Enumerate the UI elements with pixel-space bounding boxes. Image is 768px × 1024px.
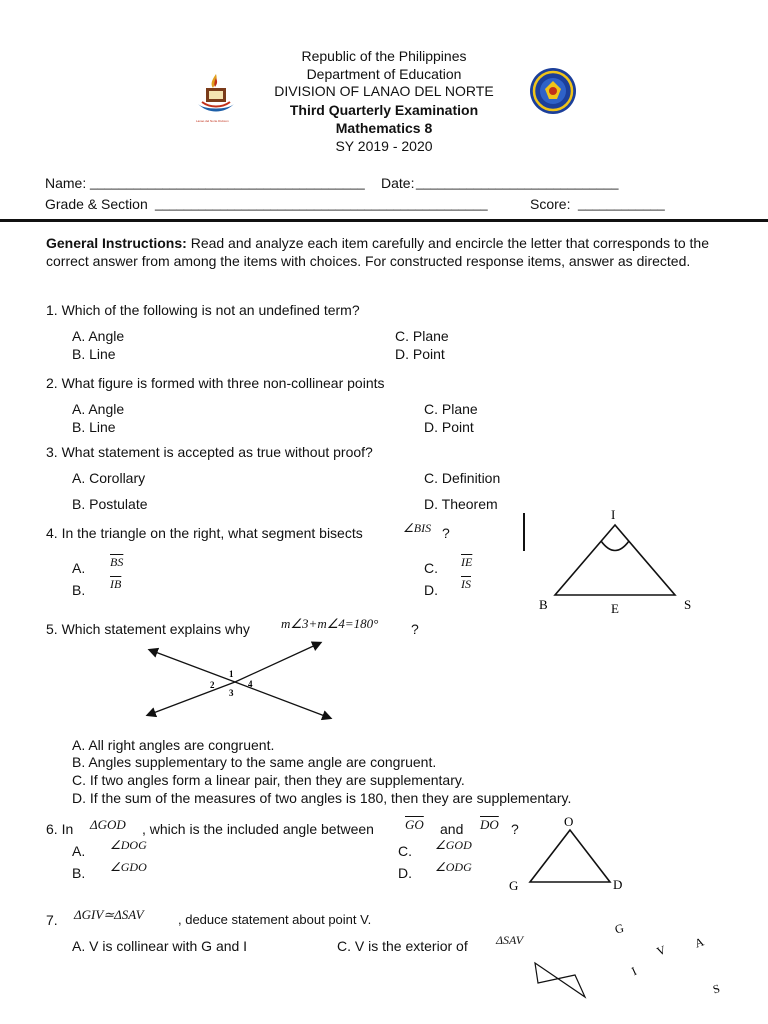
instructions-heading: General Instructions: bbox=[46, 235, 187, 251]
q4-question-mark: ? bbox=[442, 525, 450, 541]
q5-label-3: 3 bbox=[229, 688, 234, 698]
score-line[interactable]: ____________ bbox=[578, 196, 665, 211]
q5-intersecting-lines-figure bbox=[140, 640, 340, 722]
q6-choice-c-letter[interactable]: C. bbox=[398, 843, 412, 859]
q4-stem: 4. In the triangle on the right, what segment bisects bbox=[46, 525, 363, 541]
q5-choice-b[interactable]: B. Angles supplementary to the same angle are congruent. bbox=[72, 754, 437, 770]
q6-choice-b[interactable]: ∠GDO bbox=[110, 860, 147, 874]
q4-label-s: S bbox=[684, 597, 692, 612]
q4-choice-c-letter[interactable]: C. bbox=[424, 560, 438, 576]
q6-label-g: G bbox=[509, 878, 519, 893]
q4-angle-bis: ∠BIS bbox=[403, 521, 432, 535]
header-division: DIVISION OF LANAO DEL NORTE bbox=[274, 83, 494, 99]
date-line[interactable]: ____________________________ bbox=[416, 175, 619, 190]
q7-number: 7. bbox=[46, 912, 58, 928]
q6-choice-a[interactable]: ∠DOG bbox=[110, 838, 147, 852]
exam-title: Third Quarterly Examination bbox=[289, 102, 479, 118]
q5-choice-c[interactable]: C. If two angles form a linear pair, then they are supplementary. bbox=[72, 772, 465, 788]
name-line[interactable]: ______________________________________ bbox=[90, 175, 365, 190]
q4-choice-c-segment[interactable]: $\overline{IE}$ bbox=[461, 555, 473, 569]
q7-label-a: A bbox=[692, 934, 706, 951]
grade-section-label: Grade & Section bbox=[45, 196, 148, 212]
school-year: SY 2019 - 2020 bbox=[335, 138, 433, 154]
q5-choice-a[interactable]: A. All right angles are congruent. bbox=[72, 737, 275, 753]
q5-line-2b bbox=[148, 682, 235, 715]
instructions-text: Read and analyze each item carefully and encircle the letter that corresponds to the correct answer from among the items with choices. For constructed response items, answer as directed. bbox=[46, 235, 710, 269]
q6-segment-do: $\overline{DO}$ bbox=[480, 817, 499, 832]
q7-label-s: S bbox=[711, 981, 722, 997]
q6-choice-a-letter[interactable]: A. bbox=[72, 843, 86, 859]
q5-label-4: 4 bbox=[248, 679, 253, 689]
q3-stem: 3. What statement is accepted as true without proof? bbox=[46, 444, 373, 460]
header-department: Department of Education bbox=[306, 66, 462, 82]
q5-line-2 bbox=[235, 643, 320, 682]
q6-choice-b-letter[interactable]: B. bbox=[72, 865, 86, 881]
q5-label-2: 2 bbox=[210, 680, 215, 690]
q6-label-d: D bbox=[613, 877, 623, 892]
q6-triangle-god: ΔGOD bbox=[90, 817, 126, 832]
q5-choice-d[interactable]: D. If the sum of the measures of two angles is 180, then they are supplementary. bbox=[72, 790, 572, 806]
q6-choice-d-letter[interactable]: D. bbox=[398, 865, 412, 881]
q4-label-i: I bbox=[611, 507, 616, 522]
q3-choice-b[interactable]: B. Postulate bbox=[72, 496, 148, 512]
q4-choice-a-segment[interactable]: $\overline{BS}$ bbox=[110, 555, 124, 569]
q4-choice-d-letter[interactable]: D. bbox=[424, 582, 438, 598]
q7-stem: , deduce statement about point V. bbox=[178, 912, 372, 927]
q6-choice-c[interactable]: ∠GOD bbox=[435, 838, 472, 852]
q5-label-1: 1 bbox=[229, 669, 234, 679]
q5-stem: 5. Which statement explains why bbox=[46, 621, 250, 637]
q7-congruence: ΔGIV≃ΔSAV bbox=[74, 907, 144, 922]
q3-choice-c[interactable]: C. Definition bbox=[424, 470, 501, 486]
q4-label-b: B bbox=[539, 597, 548, 612]
general-instructions bbox=[46, 234, 726, 270]
q2-stem: 2. What figure is formed with three non-collinear points bbox=[46, 375, 385, 391]
exam-subject: Mathematics 8 bbox=[335, 120, 433, 136]
q7-label-g: G bbox=[613, 920, 626, 937]
q4-angle-arc bbox=[601, 541, 629, 551]
q1-choice-d[interactable]: D. Point bbox=[395, 346, 445, 362]
q6-triangle-figure bbox=[505, 810, 630, 895]
q6-question-mark: ? bbox=[511, 821, 519, 837]
q4-choice-b-segment[interactable]: $\overline{IB}$ bbox=[110, 577, 122, 591]
q1-choice-b[interactable]: B. Line bbox=[72, 346, 116, 362]
header-republic: Republic of the Philippines bbox=[301, 48, 467, 64]
q1-choice-a[interactable]: A. Angle bbox=[72, 328, 125, 344]
date-label: Date: bbox=[381, 175, 415, 191]
q4-choice-b-letter[interactable]: B. bbox=[72, 582, 86, 598]
q1-choice-c[interactable]: C. Plane bbox=[395, 328, 449, 344]
q1-stem: 1. Which of the following is not an undefined term? bbox=[46, 302, 360, 318]
q3-choice-d[interactable]: D. Theorem bbox=[424, 496, 498, 512]
q2-choice-a[interactable]: A. Angle bbox=[72, 401, 125, 417]
q4-label-e: E bbox=[611, 601, 619, 616]
q4-choice-a-letter[interactable]: A. bbox=[72, 560, 86, 576]
q5-line-1 bbox=[150, 650, 235, 682]
score-label: Score: bbox=[530, 196, 571, 212]
q4-triangle-figure bbox=[535, 505, 705, 620]
header-divider bbox=[0, 219, 768, 222]
q6-stem-start: 6. In bbox=[46, 821, 74, 837]
q7-bowtie-figure bbox=[528, 915, 763, 1020]
q7-bowtie-triangles bbox=[535, 963, 585, 997]
q7-label-i: I bbox=[629, 963, 639, 979]
q4-choice-d-segment[interactable]: $\overline{IS}$ bbox=[461, 577, 471, 591]
left-logo-caption: Lanao del Norte Division bbox=[196, 119, 229, 123]
name-label: Name: bbox=[45, 175, 87, 191]
q6-triangle-god-shape bbox=[530, 830, 610, 882]
q6-choice-d[interactable]: ∠ODG bbox=[435, 860, 472, 874]
q7-choice-c[interactable]: C. V is the exterior of bbox=[337, 938, 468, 954]
q2-choice-b[interactable]: B. Line bbox=[72, 419, 116, 435]
q4-triangle-bis bbox=[555, 525, 675, 595]
q2-choice-c[interactable]: C. Plane bbox=[424, 401, 478, 417]
q2-choice-d[interactable]: D. Point bbox=[424, 419, 474, 435]
q3-choice-a[interactable]: A. Corollary bbox=[72, 470, 146, 486]
q6-stem-middle: , which is the included angle between bbox=[142, 821, 374, 837]
grade-section-line[interactable]: ______________________________________________ bbox=[155, 196, 488, 211]
q6-and: and bbox=[440, 821, 464, 837]
q6-label-o: O bbox=[564, 814, 574, 829]
q7-label-v: V bbox=[654, 942, 668, 959]
q7-choice-a[interactable]: A. V is collinear with G and I bbox=[72, 938, 248, 954]
q7-choice-c-triangle[interactable]: ΔSAV bbox=[496, 933, 524, 947]
q6-segment-go: $\overline{GO}$ bbox=[405, 817, 424, 832]
q4-vertical-mark bbox=[523, 513, 525, 551]
q5-question-mark: ? bbox=[411, 621, 419, 637]
q5-expression: m∠3+m∠4=180° bbox=[281, 616, 379, 631]
